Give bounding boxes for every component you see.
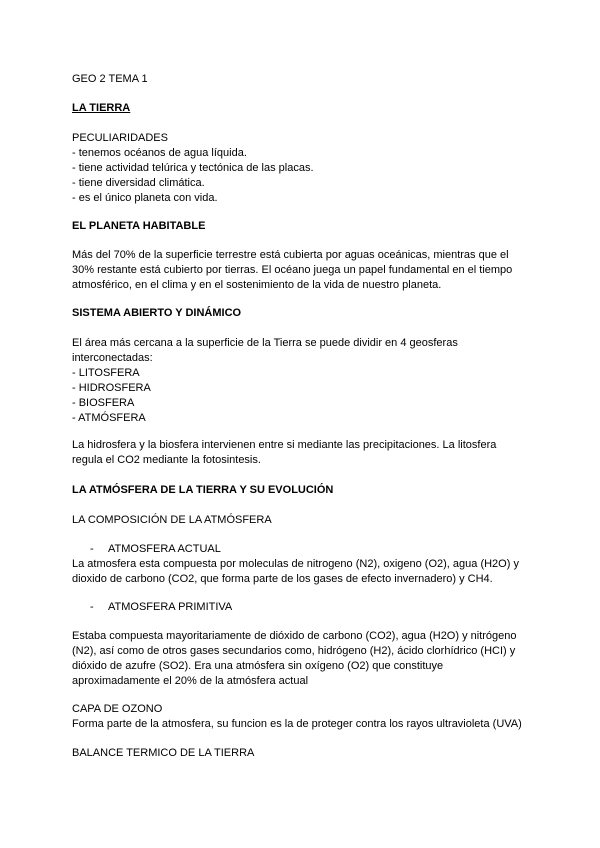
list-item: - tenemos océanos de agua líquida. bbox=[72, 147, 247, 159]
paragraph-line: 30% restante está cubierto por tierras. El océano juega un papel fundamental en el tiempo bbox=[72, 264, 513, 276]
paragraph-precipitaciones bbox=[72, 438, 496, 468]
paragraph-line: regula el CO2 mediante la fotosintesis. bbox=[72, 454, 261, 466]
paragraph-line: Más del 70% de la superficie terrestre está cubierta por aguas oceánicas, mientras que el bbox=[72, 249, 509, 261]
paragraph-line: atmosférico, en el clima y en el sostenimiento de la vida de nuestro planeta. bbox=[72, 279, 442, 291]
bullet-dash: - bbox=[90, 601, 94, 613]
section-ozono bbox=[72, 702, 522, 732]
bullet-dash: - bbox=[90, 543, 94, 555]
list-item: - tiene actividad telúrica y tectónica de las placas. bbox=[72, 162, 314, 174]
list-item: - es el único planeta con vida. bbox=[72, 192, 218, 204]
section-atmosfera-actual bbox=[72, 542, 519, 587]
paragraph-line: interconectadas: bbox=[72, 352, 153, 364]
list-item: - LITOSFERA bbox=[72, 367, 140, 379]
paragraph-line: La hidrosfera y la biosfera intervienen entre si mediante las precipitaciones. La litosfera bbox=[72, 439, 497, 451]
bullet-label: ATMOSFERA ACTUAL bbox=[108, 543, 221, 555]
subheading-composicion: LA COMPOSICIÓN DE LA ATMÓSFERA bbox=[72, 514, 272, 526]
bullet-label: ATMOSFERA PRIMITIVA bbox=[108, 601, 233, 613]
paragraph-line: Forma parte de la atmosfera, su funcion es la de proteger contra los rayos ultravioleta (UVA) bbox=[72, 718, 522, 730]
paragraph-line: aproximadamente el 20% de la atmósfera actual bbox=[72, 675, 309, 687]
section-heading-atmosfera: LA ATMÓSFERA DE LA TIERRA Y SU EVOLUCIÓN bbox=[72, 484, 334, 496]
list-item: - HIDROSFERA bbox=[72, 382, 151, 394]
bullet-line bbox=[72, 600, 232, 615]
paragraph-line: dióxido de azufre (SO2). Era una atmósfera sin oxígeno (O2) que constituye bbox=[72, 660, 444, 672]
bullet-atmosfera-primitiva bbox=[72, 600, 232, 615]
paragraph-line: Estaba compuesta mayoritariamente de dióxido de carbono (CO2), agua (H2O) y nitrógeno bbox=[72, 630, 517, 642]
paragraph-line: dioxido de carbono (CO2, que forma parte de los gases de efecto invernadero) y CH4. bbox=[72, 573, 493, 585]
paragraph-primitiva bbox=[72, 629, 517, 689]
paragraph-line: (N2), así como de otros gases secundarios como, hidrógeno (H2), ácido clorhídrico (HCI) y bbox=[72, 645, 516, 657]
paragraph-line: La atmosfera esta compuesta por moleculas de nitrogeno (N2), oxigeno (O2), agua (H2O) y bbox=[72, 558, 519, 570]
document-header: GEO 2 TEMA 1 bbox=[72, 73, 148, 85]
page-title: LA TIERRA bbox=[72, 102, 131, 114]
section-heading-habitable: EL PLANETA HABITABLE bbox=[72, 220, 206, 232]
list-item: - BIOSFERA bbox=[72, 397, 135, 409]
paragraph-line: El área más cercana a la superficie de la Tierra se puede dividir en 4 geosferas bbox=[72, 337, 458, 349]
section-heading: PECULIARIDADES bbox=[72, 132, 168, 144]
section-peculiaridades bbox=[72, 131, 314, 206]
bullet-atmosfera-actual bbox=[72, 542, 519, 557]
paragraph-habitable bbox=[72, 248, 512, 293]
paragraph-sistema bbox=[72, 336, 458, 426]
section-heading-sistema: SISTEMA ABIERTO Y DINÁMICO bbox=[72, 307, 242, 319]
list-item: - ATMÓSFERA bbox=[72, 412, 146, 424]
section-heading-balance: BALANCE TERMICO DE LA TIERRA bbox=[72, 747, 255, 759]
section-heading: CAPA DE OZONO bbox=[72, 703, 163, 715]
list-item: - tiene diversidad climática. bbox=[72, 177, 205, 189]
